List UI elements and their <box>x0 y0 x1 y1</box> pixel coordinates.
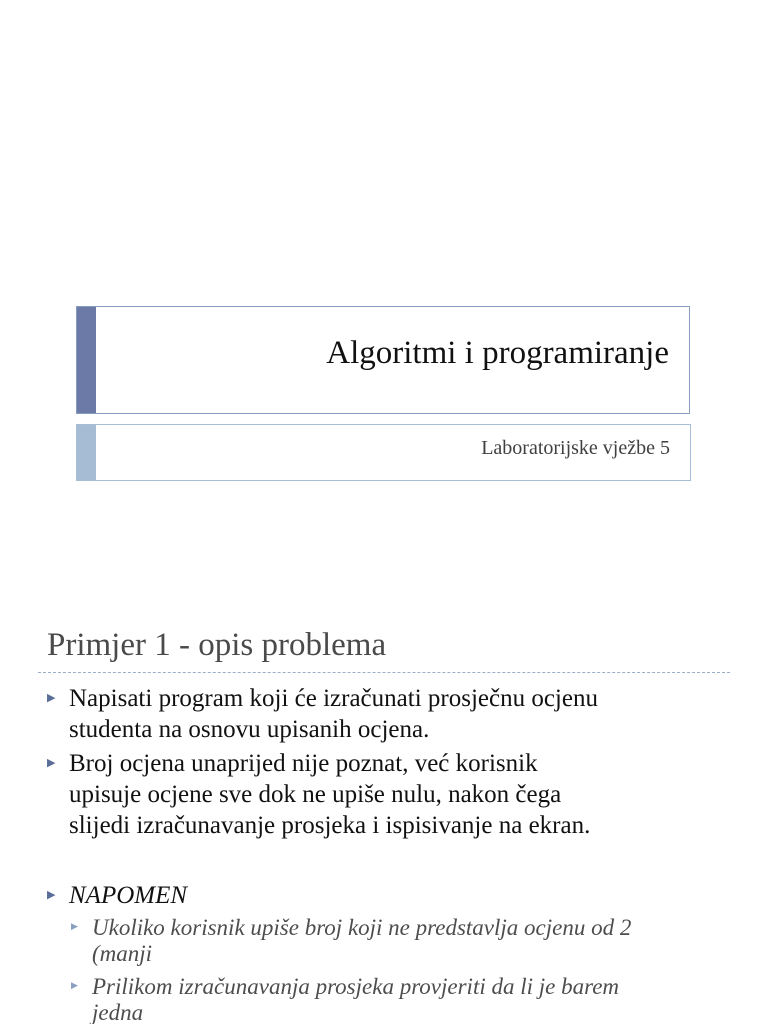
sub-bullet-item <box>71 915 721 967</box>
sub-bullet-line: Ukoliko korisnik upiše broj koji ne predstavlja ocjenu od 2 <box>92 915 632 940</box>
title-box <box>76 306 690 414</box>
bullet-line: slijedi izračunavanje prosjeka i ispisivanje na ekran. <box>69 812 591 839</box>
slide-title: Algoritmi i programiranje <box>326 335 669 371</box>
bullet-item <box>47 880 727 911</box>
bullet-text <box>69 880 187 911</box>
bullet-item <box>47 683 727 745</box>
triangle-right-icon: ▶ <box>47 756 56 769</box>
sub-bullet-text <box>92 974 619 1024</box>
triangle-right-icon: ▶ <box>47 691 56 704</box>
sub-bullet-text <box>92 915 631 967</box>
bullet-text <box>69 683 598 745</box>
heading-divider <box>38 672 730 673</box>
sub-bullet-line: jedna <box>92 1000 144 1024</box>
bullet-line: Napisati program koji će izračunati prosječnu ocjenu <box>69 685 598 712</box>
bullet-line: upisuje ocjene sve dok ne upiše nulu, nakon čega <box>69 781 562 808</box>
bullet-line: NAPOMEN <box>69 882 188 909</box>
subtitle-accent-bar <box>77 425 96 480</box>
slide-subtitle: Laboratorijske vježbe 5 <box>481 437 670 459</box>
triangle-right-icon: ▶ <box>71 922 78 932</box>
sub-bullet-line: Prilikom izračunavanja prosjeka provjeriti da li je barem <box>92 974 620 999</box>
subtitle-box <box>76 424 691 481</box>
bullet-line: studenta na osnovu upisanih ocjena. <box>69 716 430 743</box>
triangle-right-icon: ▶ <box>71 981 78 991</box>
bullet-line: Broj ocjena unaprijed nije poznat, već korisnik <box>69 750 538 777</box>
bullet-text <box>69 748 590 841</box>
title-accent-bar <box>77 307 96 413</box>
bullet-item <box>47 748 727 841</box>
sub-bullet-line: (manji <box>92 941 153 966</box>
sub-bullet-item <box>71 974 721 1024</box>
triangle-right-icon: ▶ <box>47 888 56 901</box>
content-heading: Primjer 1 - opis problema <box>47 627 387 663</box>
